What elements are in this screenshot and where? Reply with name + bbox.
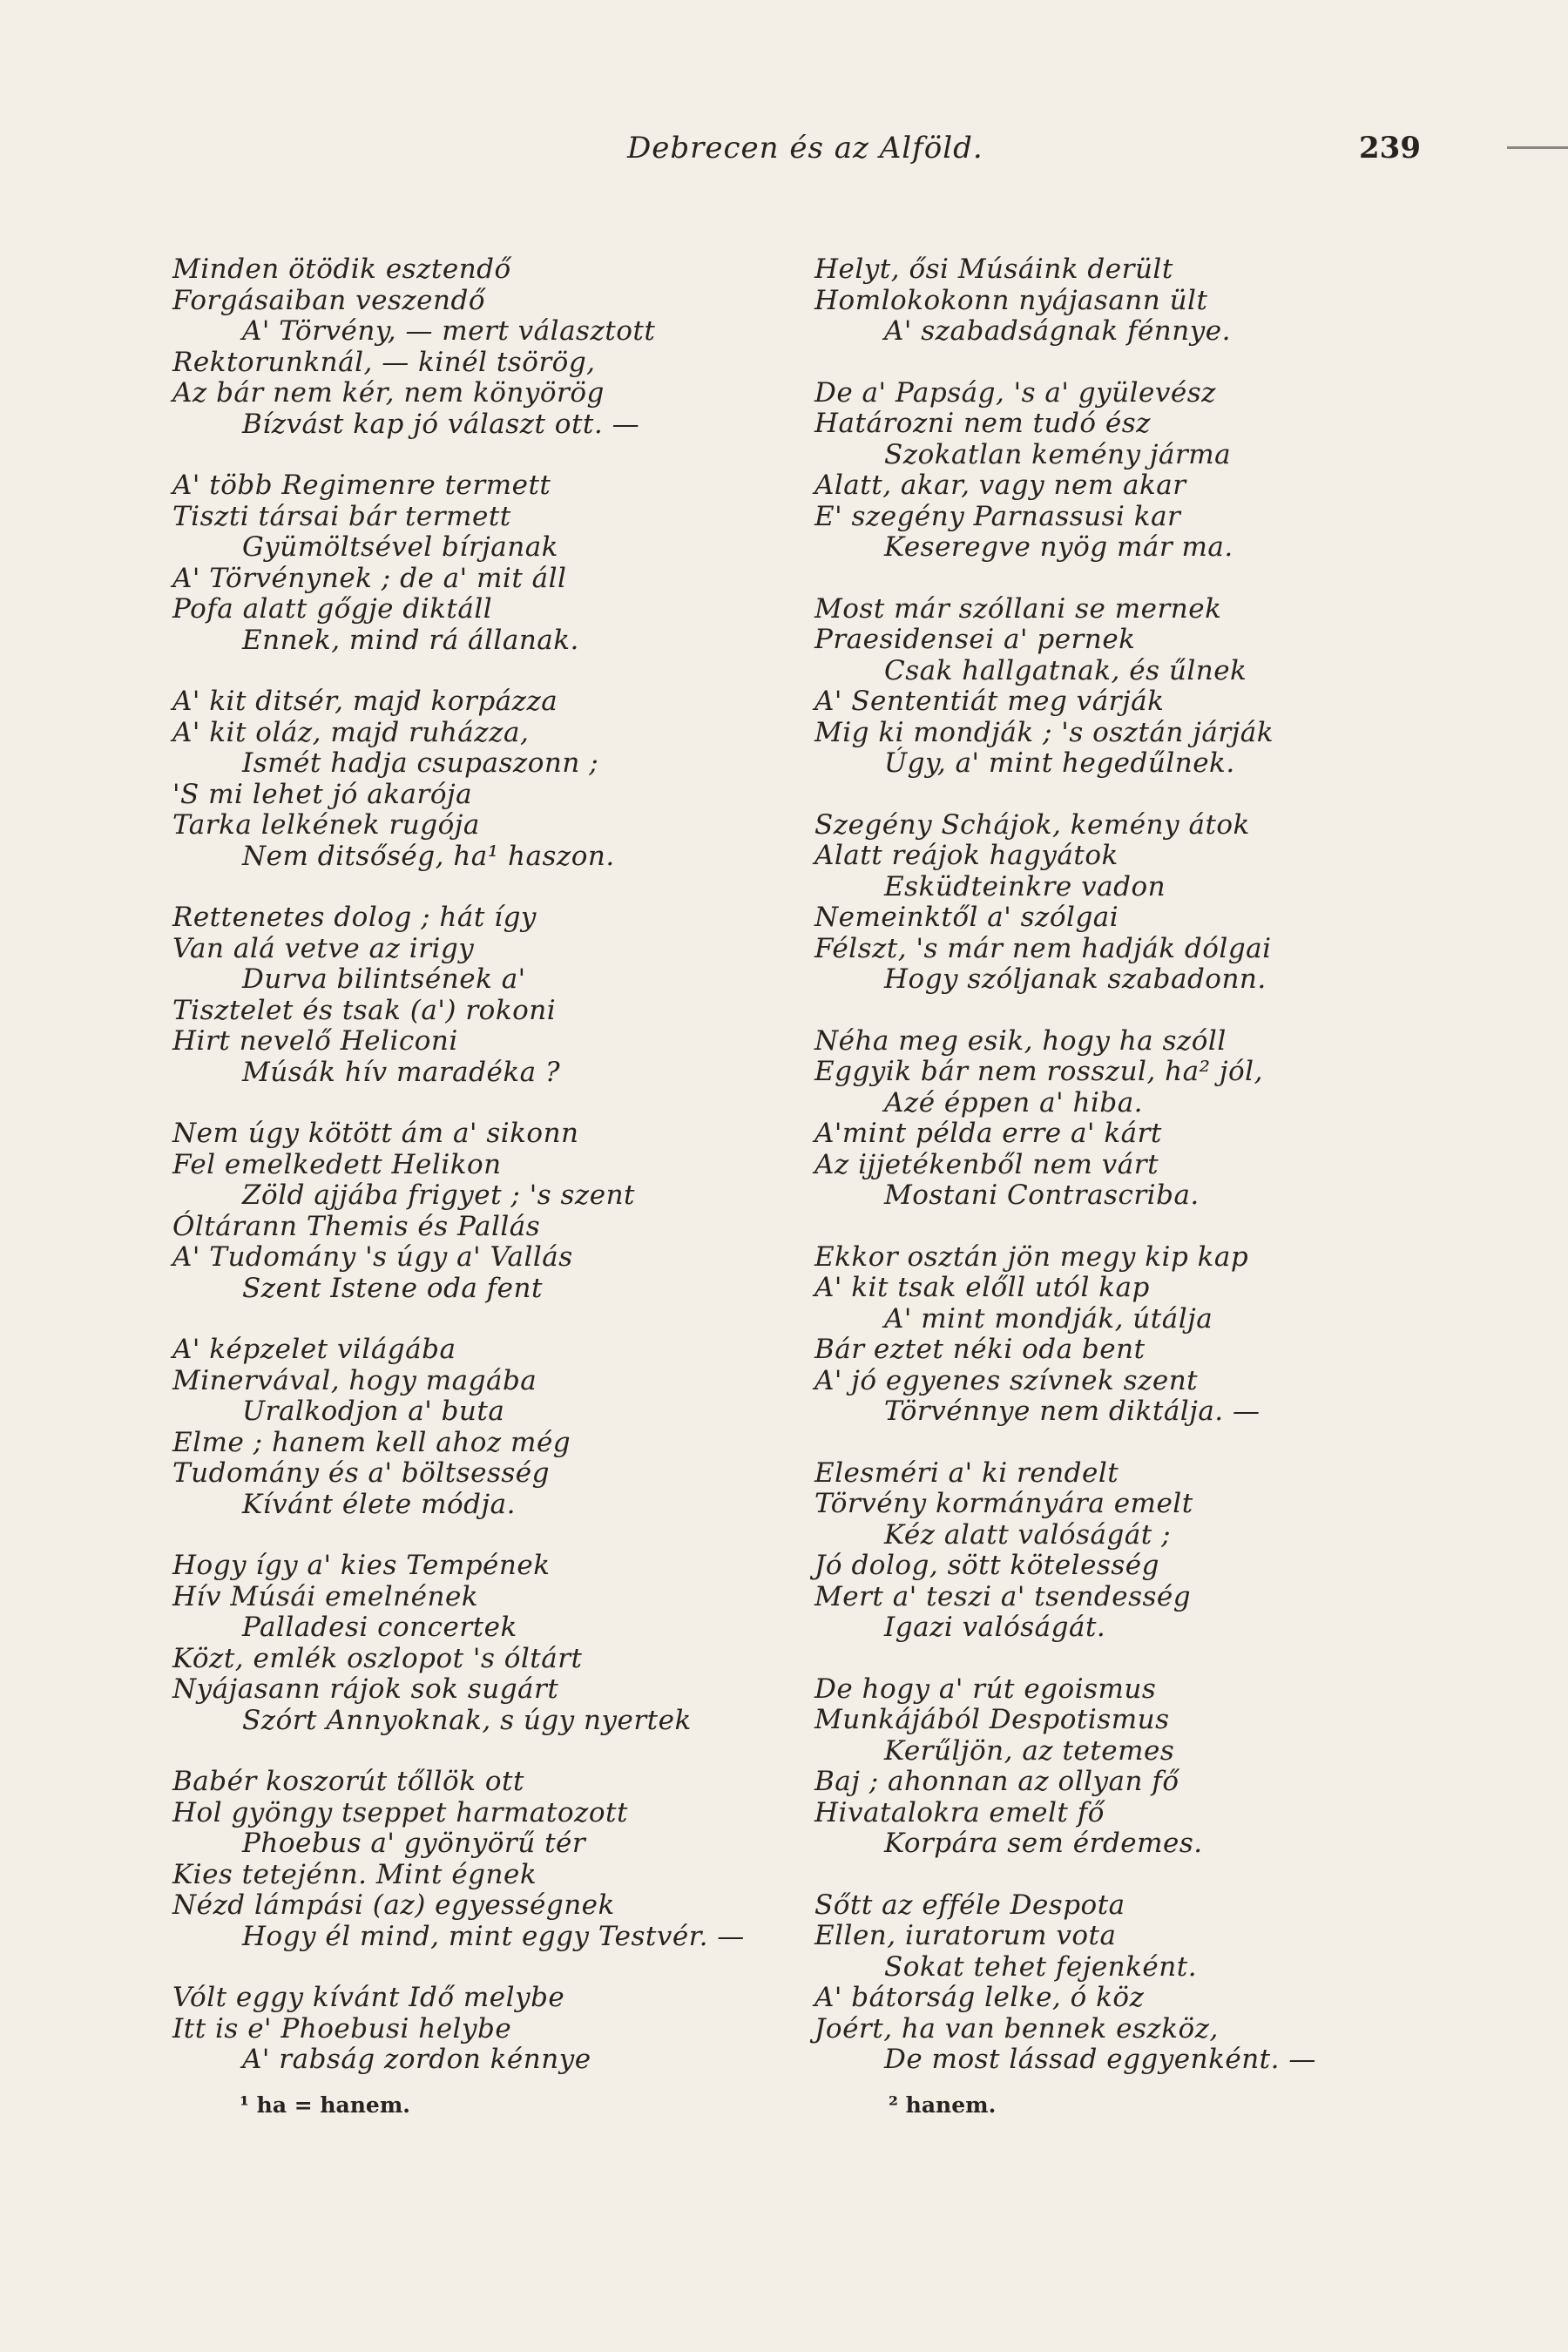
verse-line: Korpára sem érdemes.	[884, 1828, 1203, 1859]
verse-line: De a' Papság, 's a' gyülevész	[814, 376, 1216, 409]
verse-line: Az ijjetékenből nem várt	[814, 1148, 1159, 1180]
verse-line: Kies tetejénn. Mint égnek	[172, 1858, 537, 1890]
verse-line: Gyümöltsével bírjanak	[242, 531, 558, 563]
verse-line: Praesidensei a' pernek	[814, 624, 1136, 655]
verse-line: Itt is e' Phoebusi helybe	[172, 2012, 512, 2044]
verse-line: Uralkodjon a' buta	[242, 1396, 505, 1427]
stanza	[814, 1458, 1442, 1644]
verse-line: Kerűljön, az tetemes	[884, 1734, 1175, 1767]
verse-line: Zöld ajjába frigyet ; 's szent	[242, 1179, 635, 1211]
stanza	[814, 1242, 1442, 1428]
verse-line: A' Törvény, — mert választott	[242, 315, 656, 347]
page-number: 239	[1359, 131, 1421, 166]
stanza	[172, 686, 800, 872]
stanza	[172, 254, 800, 440]
verse-line: Bízvást kap jó választ ott. —	[242, 408, 640, 440]
verse-line: Szent Istene oda fent	[242, 1272, 543, 1304]
verse-line: Fel emelkedett Helikon	[172, 1148, 502, 1180]
verse-line: A' szabadságnak fénnye.	[884, 315, 1231, 347]
verse-line: Eggyik bár nem rosszul, ha² jól,	[814, 1056, 1263, 1087]
page-header	[0, 131, 1568, 174]
stanza	[814, 1674, 1442, 1860]
verse-line: Hív Músái emelnének	[172, 1580, 479, 1612]
stanza	[172, 1551, 800, 1736]
verse-line: Vólt eggy kívánt Idő melybe	[172, 1982, 565, 2013]
verse-line: Törvénnye nem diktálja. —	[884, 1396, 1260, 1427]
verse-line: Úgy, a' mint hegedűlnek.	[884, 747, 1235, 779]
verse-line: A' kit tsak előll utól kap	[814, 1272, 1150, 1303]
verse-line: Kéz alatt valóságát ;	[884, 1518, 1172, 1551]
verse-line: Elme ; hanem kell ahoz még	[172, 1426, 571, 1458]
verse-line: Rettenetes dolog ; hát így	[172, 902, 537, 933]
verse-line: A' Törvénynek ; de a' mit áll	[172, 562, 567, 594]
verse-line: Mostani Contrascriba.	[884, 1179, 1200, 1211]
verse-line: Keseregve nyög már ma.	[884, 531, 1233, 563]
verse-line: Forgásaiban veszendő	[172, 284, 485, 316]
verse-line: Minden ötödik esztendő	[172, 253, 511, 285]
verse-line: Rektorunknál, — kinél tsörög,	[172, 346, 596, 378]
verse-line: Baj ; ahonnan az ollyan fő	[814, 1766, 1179, 1797]
verse-line: Hol gyöngy tseppet harmatozott	[172, 1796, 628, 1828]
verse-line: Ellen, iuratorum vota	[814, 1920, 1117, 1951]
stanza	[172, 1767, 800, 1952]
stanza	[172, 1335, 800, 1520]
footnote-right: ² hanem.	[889, 2092, 997, 2118]
verse-line: Közt, emlék oszlopot 's óltárt	[172, 1642, 583, 1674]
verse-line: Nem ditsőség, ha¹ haszon.	[242, 840, 615, 872]
stanza	[172, 902, 800, 1088]
verse-line: Az bár nem kér, nem könyörög	[172, 377, 605, 409]
verse-line: Jó dolog, sött kötelesség	[814, 1550, 1159, 1581]
footnote-left: ¹ ha = hanem.	[240, 2092, 410, 2118]
verse-line: Hogy él mind, mint eggy Testvér. —	[242, 1920, 745, 1952]
verse-line: A' rabság zordon kénnye	[242, 2044, 591, 2075]
verse-line: Szórt Annyoknak, s úgy nyertek	[242, 1704, 692, 1736]
verse-line: Elesméri a' ki rendelt	[814, 1456, 1119, 1489]
verse-line: Bár eztet néki oda bent	[814, 1334, 1146, 1365]
verse-line: Nemeinktől a' szólgai	[814, 902, 1119, 933]
verse-line: Hivatalokra emelt fő	[814, 1796, 1105, 1828]
verse-line: A' képzelet világába	[172, 1334, 456, 1365]
verse-line: Mert a' teszi a' tsendesség	[814, 1580, 1192, 1612]
verse-line: Nyájasann rájok sok sugárt	[172, 1673, 559, 1705]
verse-line: Csak hallgatnak, és űlnek	[884, 654, 1247, 686]
stanza	[172, 470, 800, 656]
verse-line: Tiszti társai bár termett	[172, 500, 511, 532]
verse-line: 'S mi lehet jó akarója	[172, 778, 473, 810]
verse-line: A' Tudomány 's úgy a' Vallás	[172, 1241, 573, 1273]
running-title: Debrecen és az Alföld.	[627, 131, 983, 166]
verse-line: Szegény Schájok, kemény átok	[814, 808, 1250, 841]
verse-line: Tarka lelkének rugója	[172, 809, 480, 841]
verse-line: Nem úgy kötött ám a' sikonn	[172, 1118, 579, 1149]
stanza	[814, 378, 1442, 564]
verse-line: Minervával, hogy magába	[172, 1364, 537, 1396]
verse-line: Hogy így a' kies Tempének	[172, 1550, 551, 1581]
verse-line: Most már szóllani se mernek	[814, 592, 1222, 625]
stanza	[172, 1119, 800, 1304]
verse-line: Homlokokonn nyájasann ült	[814, 284, 1208, 316]
verse-line: Ismét hadja csupaszonn ;	[242, 747, 599, 779]
verse-line: A' kit oláz, majd ruházza,	[172, 716, 530, 748]
verse-line: Munkájából Despotismus	[814, 1704, 1170, 1735]
verse-line: Sőtt az efféle Despota	[814, 1889, 1125, 1921]
verse-line: Durva bilintsének a'	[242, 963, 526, 995]
verse-line: Azé éppen a' hiba.	[884, 1086, 1144, 1119]
verse-line: De hogy a' rút egoismus	[814, 1673, 1157, 1705]
verse-line: Esküdteinkre vadon	[884, 870, 1166, 902]
verse-line: Tisztelet és tsak (a') rokoni	[172, 994, 557, 1026]
verse-line: A' kit ditsér, majd korpázza	[172, 686, 558, 717]
poem-column-right	[814, 254, 1442, 2106]
verse-line: Szokatlan kemény járma	[884, 438, 1232, 470]
verse-line: Alatt, akar, vagy nem akar	[814, 470, 1186, 501]
verse-line: Kívánt élete módja.	[242, 1488, 516, 1520]
verse-line: Mig ki mondják ; 's osztán járják	[814, 716, 1274, 748]
verse-line: E' szegény Parnassusi kar	[814, 500, 1181, 532]
verse-line: Óltárann Themis és Pallás	[172, 1210, 541, 1242]
stanza	[814, 254, 1442, 348]
verse-line: Helyt, ősi Músáink derült	[814, 253, 1173, 285]
poem-column-left	[172, 254, 800, 2106]
page-edge-mark	[1507, 146, 1568, 149]
verse-line: A' mint mondják, útálja	[884, 1302, 1213, 1335]
stanza	[814, 1026, 1442, 1212]
verse-line: Pofa alatt gőgje diktáll	[172, 593, 493, 625]
stanza	[172, 1983, 800, 2076]
verse-line: Palladesi concertek	[242, 1612, 517, 1643]
verse-line: Ennek, mind rá állanak.	[242, 624, 579, 656]
verse-line: Igazi valóságát.	[884, 1612, 1106, 1643]
verse-line: Hogy szóljanak szabadonn.	[884, 963, 1267, 995]
stanza	[814, 594, 1442, 780]
verse-line: Határozni nem tudó ész	[814, 408, 1151, 439]
verse-line: A' több Regimenre termett	[172, 470, 551, 501]
stanza	[814, 1890, 1442, 2076]
verse-line: A' jó egyenes szívnek szent	[814, 1364, 1199, 1396]
verse-line: Van alá vetve az irigy	[172, 932, 475, 964]
verse-line: Phoebus a' gyönyörű tér	[242, 1828, 586, 1859]
verse-line: A' Sententiát meg várják	[814, 686, 1165, 717]
verse-line: Músák hív maradéka ?	[242, 1056, 561, 1088]
verse-line: A'mint példa erre a' kárt	[814, 1118, 1162, 1149]
verse-line: Néha meg esik, hogy ha szóll	[814, 1024, 1227, 1057]
stanza	[814, 810, 1442, 996]
verse-line: Babér koszorút tőllök ott	[172, 1766, 524, 1797]
verse-line: Nézd lámpási (az) egyességnek	[172, 1889, 615, 1921]
verse-line: De most lássad eggyenként. —	[884, 2044, 1316, 2075]
verse-line: Hirt nevelő Heliconi	[172, 1025, 458, 1057]
verse-line: A' bátorság lelke, ó köz	[814, 1982, 1145, 2013]
verse-line: Tudomány és a' böltsesség	[172, 1457, 550, 1489]
verse-line: Ekkor osztán jön megy kip kap	[814, 1240, 1249, 1273]
verse-line: Joért, ha van bennek eszköz,	[814, 2012, 1219, 2044]
verse-line: Félszt, 's már nem hadják dólgai	[814, 932, 1272, 964]
verse-line: Sokat tehet fejenként.	[884, 1950, 1198, 1983]
verse-line: Törvény kormányára emelt	[814, 1488, 1193, 1519]
verse-line: Alatt reájok hagyátok	[814, 840, 1119, 871]
